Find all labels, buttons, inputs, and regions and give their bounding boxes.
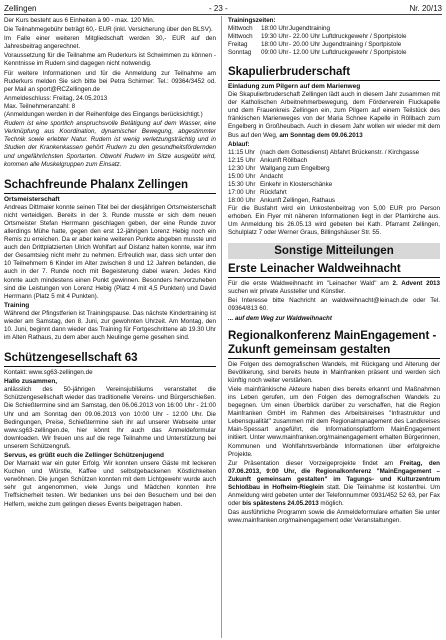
schedule-heading: Ablauf: [228,140,250,148]
table-row: 12:15 Uhr Ankunft Röllbach [228,156,308,164]
skapulier-section-title: Skapulierbruderschaft [228,65,440,81]
misc-section-band: Sonstige Mitteilungen [228,243,440,259]
intro-text: Max. Teilnehmeranzahl: 8 [4,102,76,110]
regional-text: Zur Präsentation dieser Vorzeigeprojekte findet am Freitag, den 07.06.2013, 9:00 Uhr, die Regionalkonferenz "MainEngagement – Zukunft gemeinsam gestalten" im Tagungs- und Kulturzentrum Schloßbau in Hofheim-Rieglein statt. Die Teilnahme ist kostenfrei. Um Anmeldung wird gebeten unter der Telefonnummer 0931/452 52 63, per Fax oder bis spätestens 24.05.2013 möglich. [228,459,440,508]
regional-text: Das ausführliche Programm sowie die Anmeldeformulare erhalten Sie unter www.mainfranken.org/mainengagement oder Veranstaltungen. [228,509,440,525]
table-row: 12:30 Uhr Wallgang zum Engelberg [228,164,330,172]
header-page-number: - 23 - [209,4,228,13]
shooting-subheading: Hallo zusammen, [4,378,58,386]
chess-training-heading: Training [4,301,30,309]
shooting-text: anlässlich des 50-jährigen Vereinsjubiläums veranstaltet die Schützengesellschaft wieder das traditionelle Vereins- und Bürgerschießen. Die Schießtermine sind am Samstag, den 06.06.2013 von 16:00 Uhr - 21:00 Uhr und am Sonntag den 09.06.2013 von 10:00 Uhr - 12:00 Uhr. Die Bedingungen, Preise, Schießtermine sieh ihr auf unserer Webseite unter www.sg63-zellingen.de, hier könnt Ihr auch das Anmeldeformular downloaden. Wir freuen uns auf die rege Teilnahme und Unterstützung bei unserem Schützengruß. [4,386,216,450]
skapulier-text: Die Skapulierbruderschaft Zellingen lädt auch in diesem Jahr zusammen mit der Katholischen Arbeitnehmerbewegung, dem Förderverein Fluckapelle und dem Frauenkreis Zellingen ein, zum Pilgern auf einem Teilstück des fränkischen Marienweges von der Maria Schnee Kapelle in Röllbach zum Engelberg in Großheubach. Auch in diesem Jahr wollen wir wieder mit dem Bus auf den Weg, am Sonntag dem 09.06.2013 [228,91,440,139]
training-times-heading: Trainingszeiten: [228,17,276,24]
intro-text: Der Kurs besteht aus 6 Einheiten à 90 - max. 120 Min. [4,17,155,24]
table-row: Sonntag 09:00 Uhr - 12.00 Uhr Luftdruckgewehr / Sportpistole [228,49,407,57]
table-row: 15:30 Uhr Einkehr in Klosterschänke [228,180,333,188]
skapulier-subheading: Einladung zum Pilgern auf dem Marienweg [228,83,361,91]
table-row: Freitag 18:00 Uhr - 20.00 Uhr Jugendtraining / Sportpistole [228,41,402,49]
header-town: Zellingen [4,4,37,13]
skapulier-fee-text: Für die Busfahrt wird ein Unkostenbeitrag von 5,00 EUR pro Person erhoben. Ein Flyer mit näheren Informationen liegt in der Pfarrkirche aus. Um Anmeldung bis 26.05.13 wird gebeten bei Kath. Pfarramt Zellingen, Schulplatz 7 oder Werner Graus, Billingshäuser Str. 55. [228,204,440,237]
right-column [228,17,440,526]
waldweihnacht-title: Erste Leinacher Waldweihnacht [228,262,440,278]
intro-text: Für weitere Informationen und für die Anmeldung zur Teilnahme am Ruderkurs melden Sie sich bitte bei Petra Schirmer: Tel.: 09364/3452 od. per Mail an sport@RCZellingen.de [4,69,216,93]
rowing-description: Rudern ist eine sportlich anspruchsvolle Betätigung auf dem Wasser, eine Verknüpfung aus Koordination, dynamischer Bewegung, abgestimmter Technik sowie erlebter Natur. Rudern ist wenig verletzungsträchtig und in Studien der Krankenkassen gehört Rudern zu den gesundheitsfördernden und ungefährlichsten Sportarten. Obwohl Rudern im Sitze ausgeübt wird, kommen alle Muskelgruppen zum Einsatz. [4,120,216,168]
intro-text: Die Teilnahmegebühr beträgt 60,- EUR (inkl. Versicherung über den BLSV). [4,26,213,34]
header-rule [4,14,442,15]
intro-text: (Anmeldungen werden in der Reihenfolge des Eingangs berücksichtigt.) [4,111,203,119]
column-divider [221,16,222,638]
table-row: Mittwoch 19:30 Uhr - 22.00 Uhr Luftdruckgewehr / Sportpistole [228,33,407,41]
chess-text: Andreas Dittmaier konnte seinen Titel bei der diesjährigen Ortsmeisterschaft nicht verteidigen. Bereits in der 3. Runde musste er sich dem neuen Ortsmeister Stefan Herrmann geschlagen geben, der eine Runde zuvor allerdings Mühe hatte, gegen den erst 12-jährigen Lorenz Hebig noch ein Remis zu erreichen. Da er aber keine weiteren Punkte abgeben musste und auch den Drittplatzierten Ulrich Wohlfart auf Distanz halten konnte, war ihm der Gesamtsieg nicht mehr zu nehmen. Erfreulich war, dass sich unter den 10 Teilnehmern 6 Kinder im Alter zwischen 8 und 12 Jahren befanden, die auch in der 7. Runde noch mit Begeisterung dabei waren. Jedes Kind konnte auch mindestens einen Punkt gewinnen. Besonders hervorzuheben sind die Leistungen von Lorenz Hebig (Platz 4 mit 4,5 Punkten) und David Herrmann (Platz 5 mit 4 Punkten). [4,203,216,300]
chess-section-title: Schachfreunde Phalanx Zellingen [4,178,216,194]
shooting-youth-text: Der Marnakt war ein guter Erfolg. Wir konnten unsere Gäste mit leckeren Kuchen und Würstle, Kaffee und selbstgebackenen Köstlichkeiten verwöhnen. Die jungen Schützen konnten mit dem Lichtgewehr wurde auch sehr gut angenommen, viele Jungs und Mädchen konnten ihre Treffsicherheit testen. Wir bedanken uns bei den Besuchern und bei den Helfern, welche zum gelingen dieses Events beigetragen haben. [4,460,216,508]
waldweihnacht-tagline: ... auf dem Weg zur Waldweihnacht [228,314,332,322]
waldweihnacht-contact: Bei Interesse bitte Nachricht an waldweihnacht@leinach.de oder Tel. 09364/813 60. [228,297,440,313]
shooting-youth-heading: Servus, es grüßt euch die Zellinger Schützenjugend [4,452,165,460]
intro-text: Im Falle einer weiteren Mitgliedschaft werden 30,- EUR auf den Jahresbeitrag angerechnet. [4,35,216,51]
header-issue: Nr. 20/13 [409,4,442,13]
chess-training-text: Während der Pfingstferien ist Trainingspause. Das nächste Kindertraining ist wieder am Samstag, den 8. Juni, zur gewohnten Uhrzeit. Am Montag, den 10. Juni, beginnt dann wieder das Training für Fortgeschrittene ab 19.30 Uhr im Alten Rathaus, zu dem aber auch Neulinge gerne gesehen sind. [4,309,216,342]
table-row: 15:00 Uhr Andacht [228,172,283,180]
regional-text: Die Folgen des demografischen Wandels, mit Rückgang und Alterung der Bevölkerung, sind bereits heute in Mainfranken präsent und werden sich künftig noch weiter verstärken. [228,360,440,384]
table-row: Mittwoch 18:00 Uhr Jugendtraining [228,25,331,33]
shooting-section-title: Schützengesellschaft 63 [4,351,216,367]
table-row: 18:00 Uhr Ankunft Zellingen, Rathaus [228,196,336,204]
intro-text: Anmeldeschluss: Freitag, 24.05.2013 [4,94,108,102]
regional-text: Viele mainfränkische Akteure haben dies bereits erkannt und Maßnahmen ins Leben gerufen, um den Folgen des demografischen Wandels zu begegnen. Um einen Überblick darüber zu verschaffen, hat die Region Mainfranken GmbH im Rahmen des Arbeitskreises "Infrastruktur und Lebensqualität" zusammen mit dem Regionalmanagement des Landkreises Main-Spessart angeführt, die Informationsplattform MainEngagement initiiert. Unter www.mainfranken.org/mainengagement erhalten Bürgerinnen, Kommunen und Wohlfahrtsverbände Informationen über erfolgreiche Projekte. [228,385,440,458]
schedule-table [228,149,440,205]
table-row: 11:15 Uhr (nach dem Gottesdienst) Abfahrt Brückenstr. / Kirchgasse [228,148,420,156]
training-times-table [228,25,440,57]
intro-text: Voraussetzung für die Teilnahme am Ruderkurs ist Schwimmen zu können - Kenntnisse im Rudern sind dagegen nicht notwendig. [4,52,216,68]
table-row: 17:00 Uhr Rückfahrt [228,188,287,196]
shooting-contact: Kontakt: www.sg63-zellingen.de [4,369,93,377]
chess-subheading: Ortsmeisterschaft [4,195,60,203]
waldweihnacht-text: Für die erste Waldweihnacht im "Leinacher Wald" am 2. Advent 2013 suchen wir private Aussteller und Künstler. [228,280,440,296]
regional-conference-title: Regionalkonferenz MainEngagement - Zukunft gemeinsam gestalten [228,329,440,359]
left-column [4,17,216,510]
